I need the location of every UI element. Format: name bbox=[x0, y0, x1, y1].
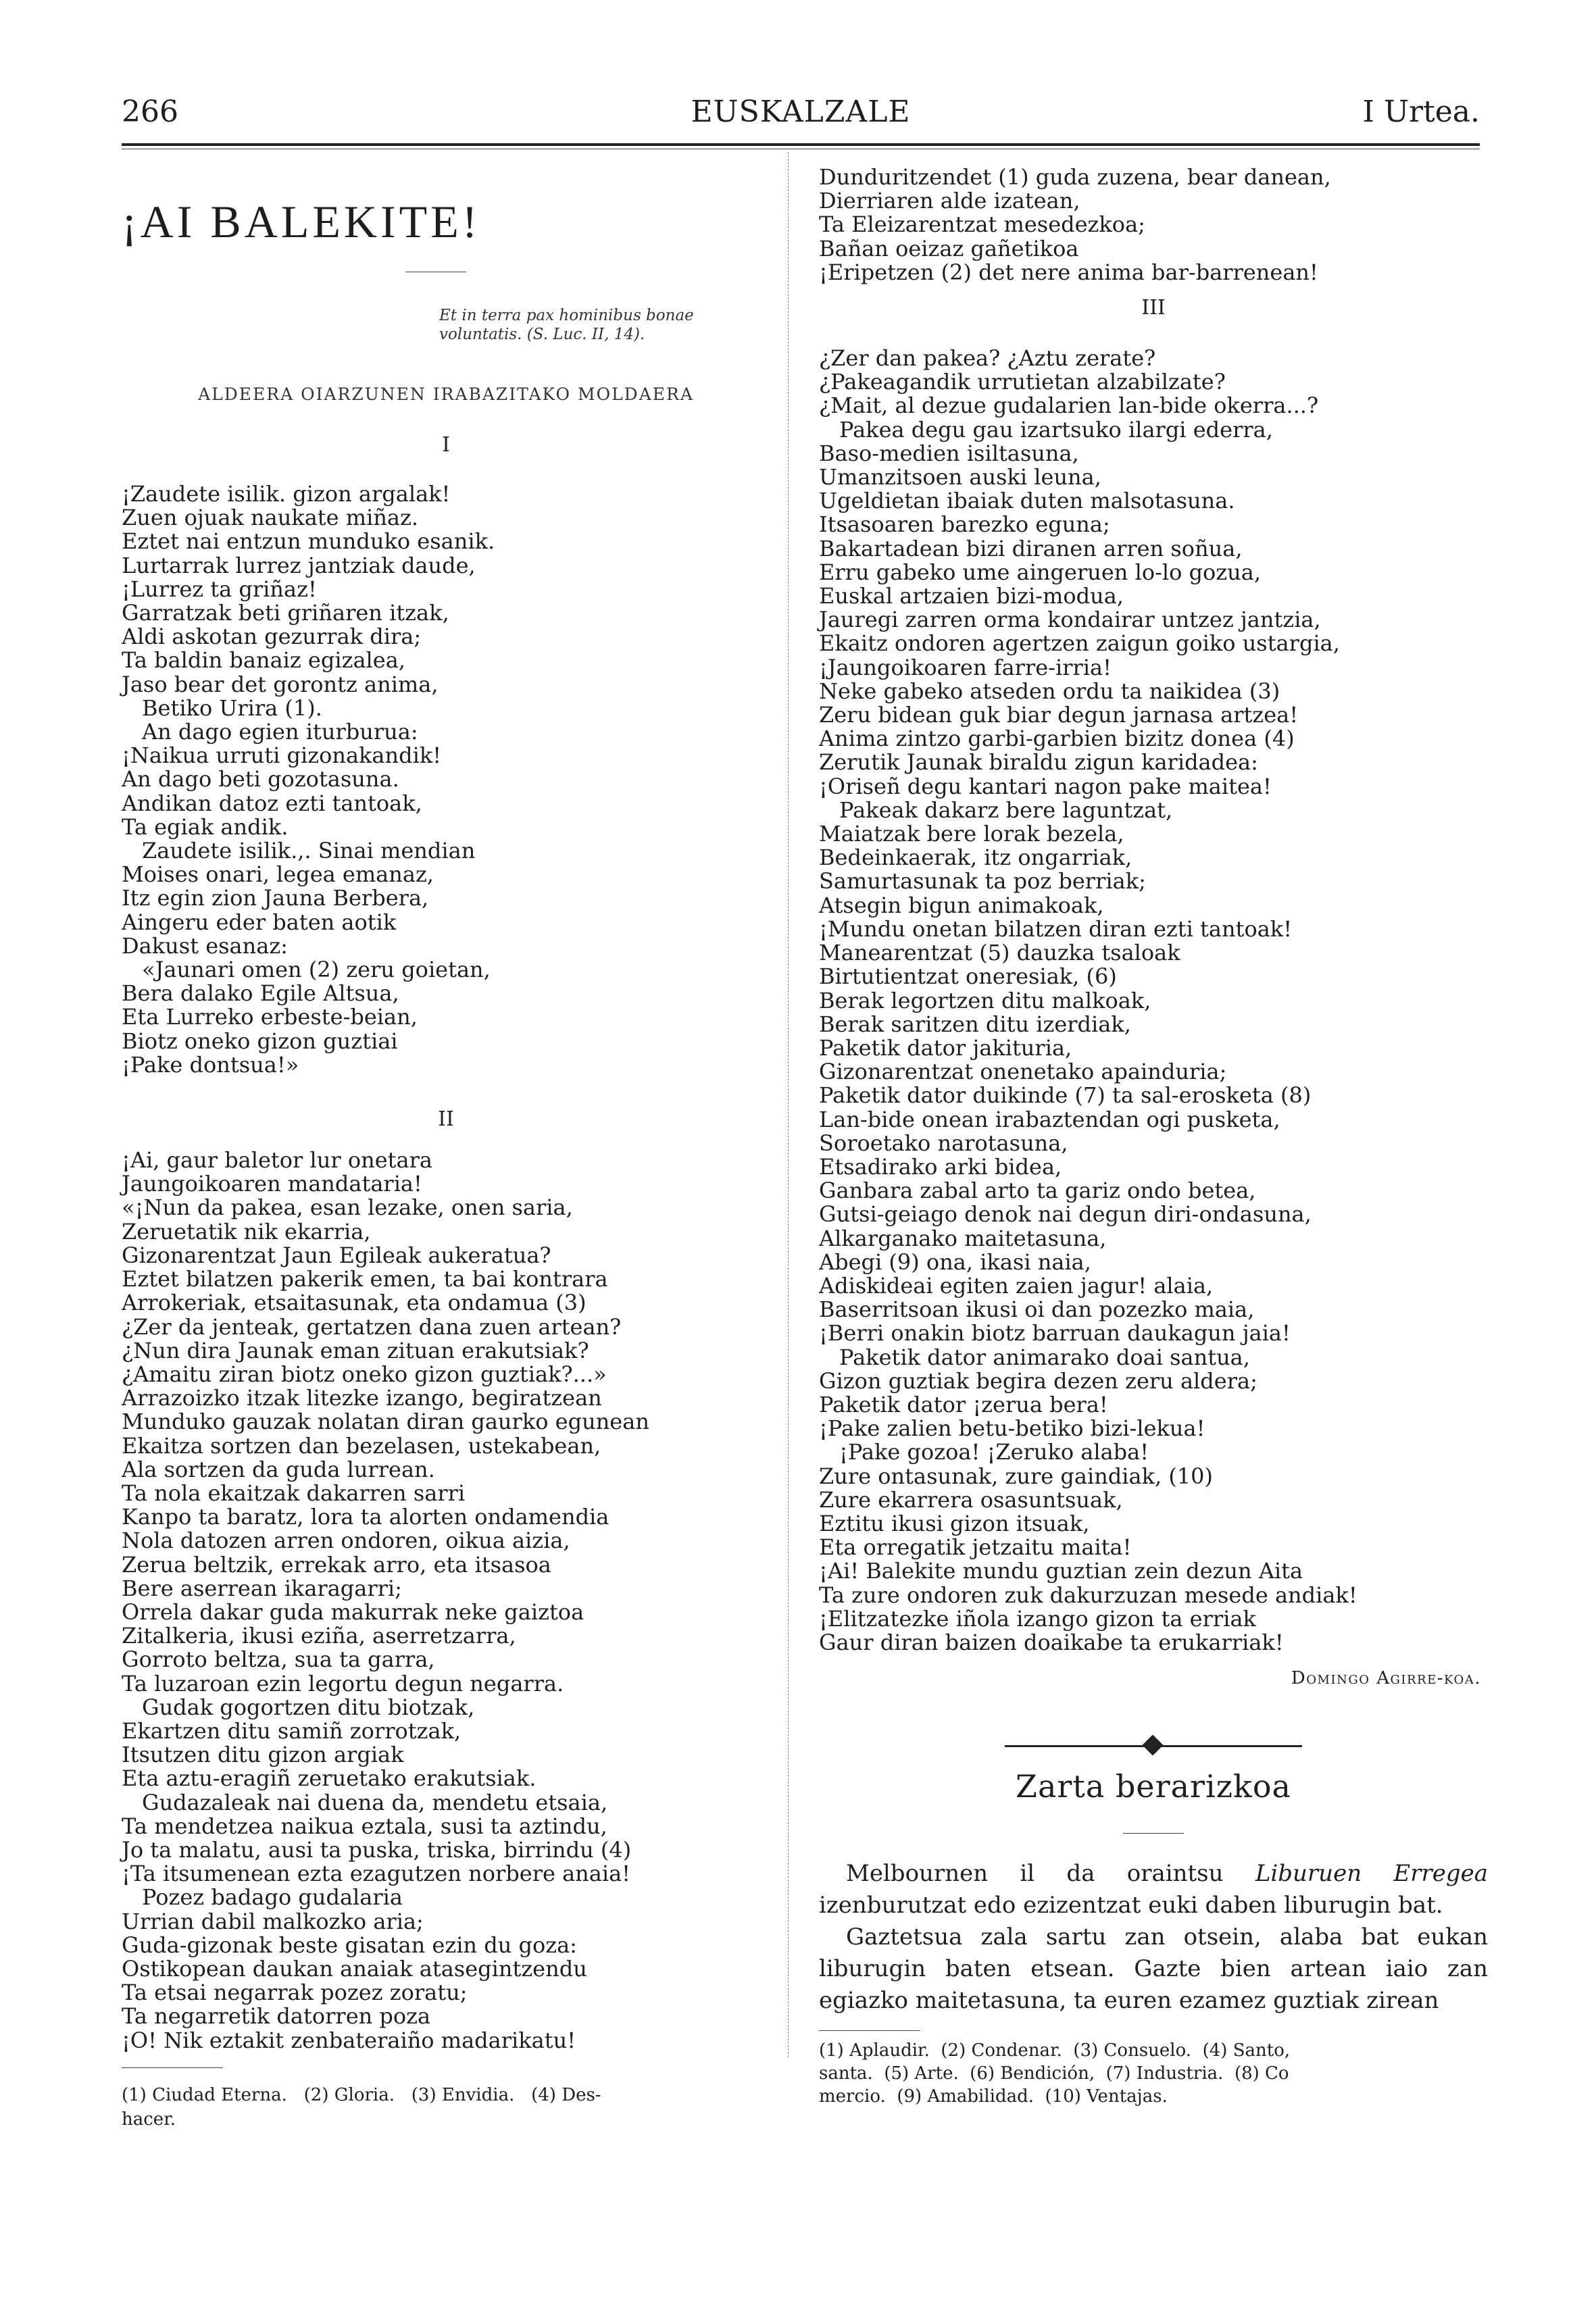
verse-line: Maiatzak bere lorak bezela, bbox=[819, 821, 1124, 847]
footnote-rule-left bbox=[122, 2067, 223, 2068]
verse-line: Soroetako narotasuna, bbox=[819, 1130, 1068, 1156]
verse-line: Ta baldin banaiz egizalea, bbox=[122, 647, 405, 674]
verse-line: «Jaunari omen (2) zeru goietan, bbox=[142, 957, 491, 983]
verse-line: Ekaitza sortzen dan bezelasen, ustekabean, bbox=[122, 1432, 601, 1459]
verse-line: Pakeak dakarz bere laguntzat, bbox=[839, 797, 1173, 823]
verse-line: Zure ontasunak, zure gaindiak, (10) bbox=[819, 1463, 1214, 1489]
article-paragraph: Melbournen il da oraintsu Liburuen Erregea izenburutzat edo ezizentzat euki daben liburugin bat. bbox=[819, 1860, 1488, 1919]
verse-line: Zuen ojuak naukate miñaz. bbox=[122, 505, 419, 531]
verse-line: ¡Ta itsumenean ezta ezagutzen norbere anaia! bbox=[122, 1861, 631, 1887]
footnote-rule-right bbox=[819, 2030, 920, 2031]
verse-line: ¡Mundu onetan bilatzen diran ezti tantoak! bbox=[819, 915, 1293, 942]
verse-line: Bedeinkaerak, itz ongarriak, bbox=[819, 845, 1132, 871]
verse-line: Alkarganako maitetasuna, bbox=[819, 1225, 1107, 1251]
verse-line: Atsegin bigun animakoak, bbox=[819, 892, 1104, 918]
footnote-line: (1) Ciudad Eterna. (2) Gloria. (3) Envidia. (4) Des- bbox=[122, 2084, 601, 2105]
verse-line: Birtutientzat oneresiak, (6) bbox=[819, 963, 1117, 990]
verse-line: ¡Eripetzen (2) det nere anima bar-barrenean! bbox=[819, 259, 1318, 285]
verse-line: Kanpo ta baratz, lora ta alorten ondamendia bbox=[122, 1504, 609, 1530]
verse-line: Eztitu ikusi gizon itsuak, bbox=[819, 1510, 1090, 1536]
verse-line: Lan-bide onean irabaztendan ogi pusketa, bbox=[819, 1106, 1280, 1132]
verse-line: Pozez badago gudalaria bbox=[142, 1884, 403, 1911]
verse-line: Paketik dator animarako doai santua, bbox=[839, 1344, 1250, 1370]
verse-line: An dago egien iturburua: bbox=[142, 719, 418, 745]
author-signature: Domingo Agirre-koa. bbox=[1291, 1668, 1481, 1689]
verse-line: Samurtasunak ta poz berriak; bbox=[819, 868, 1146, 895]
verse-line: Baso-medien isiltasuna, bbox=[819, 440, 1079, 466]
verse-line: Anima zintzo garbi-garbien bizitz donea (4) bbox=[819, 726, 1295, 752]
article-title-rule bbox=[1123, 1833, 1184, 1834]
section-number-i: I bbox=[442, 433, 450, 457]
verse-line: ¡Pake dontsua!» bbox=[122, 1051, 299, 1078]
verse-line: Euskal artzaien bizi-modua, bbox=[819, 583, 1124, 609]
verse-line: ¿Zer dan pakea? ¿Aztu zerate? bbox=[819, 345, 1156, 372]
verse-line: Urrian dabil malkozko aria; bbox=[122, 1908, 424, 1934]
continued-stanza bbox=[819, 166, 1488, 284]
verse-line: Bañan oeizaz gañetikoa bbox=[819, 235, 1079, 261]
footnote-line: hacer. bbox=[122, 2109, 176, 2130]
verse-line: Itsutzen ditu gizon argiak bbox=[122, 1742, 404, 1768]
verse-line: Jauregi zarren orma kondairar untzez jantzia, bbox=[819, 607, 1321, 633]
verse-line: Guda-gizonak beste gisatan ezin du goza: bbox=[122, 1932, 577, 1958]
verse-line: Bakartadean bizi diranen arren soñua, bbox=[819, 535, 1243, 561]
verse-line: Neke gabeko atseden ordu ta naikidea (3) bbox=[819, 678, 1280, 704]
verse-line: Garratzak beti griñaren itzak, bbox=[122, 600, 449, 626]
stanza-section-iii bbox=[819, 347, 1488, 1655]
verse-line: Aldi askotan gezurrak dira; bbox=[122, 624, 422, 650]
verse-line: ¡Jaungoikoaren farre-irria! bbox=[819, 654, 1112, 680]
verse-line: Lurtarrak lurrez jantziak daude, bbox=[122, 552, 476, 578]
verse-line: Ugeldietan ibaiak duten malsotasuna. bbox=[819, 488, 1235, 514]
verse-line: Ala sortzen da guda lurrean. bbox=[122, 1456, 435, 1482]
verse-line: Eztet bilatzen pakerik emen, ta bai kontrara bbox=[122, 1266, 608, 1292]
verse-line: Aingeru eder baten aotik bbox=[122, 909, 397, 935]
verse-line: ¿Mait, al dezue gudalarien lan-bide okerra...? bbox=[819, 393, 1319, 419]
verse-line: Itz egin zion Jauna Berbera, bbox=[122, 885, 429, 911]
verse-line: Ta mendetzea naikua eztala, susi ta aztindu, bbox=[122, 1813, 607, 1839]
verse-line: Ta etsai negarrak pozez zoratu; bbox=[122, 1980, 468, 2006]
stanza-section-i bbox=[122, 482, 770, 1077]
verse-line: Umanzitsoen auski leuna, bbox=[819, 464, 1101, 491]
verse-line: ¡Ai! Balekite mundu guztian zein dezun Aita bbox=[819, 1558, 1303, 1584]
footnote-line: (1) Aplaudir. (2) Condenar. (3) Consuelo. (4) Santo, bbox=[819, 2040, 1291, 2061]
verse-line: ¡Elitzatezke iñola izango gizon ta erriak bbox=[819, 1605, 1256, 1632]
verse-line: Dakust esanaz: bbox=[122, 932, 288, 959]
verse-line: Berak saritzen ditu izerdiak, bbox=[819, 1011, 1131, 1037]
left-column bbox=[122, 169, 770, 2132]
verse-line: Arrokeriak, etsaitasunak, eta ondamua (3) bbox=[122, 1290, 587, 1316]
verse-line: Paketik dator jakituria, bbox=[819, 1034, 1072, 1061]
journal-title: EUSKALZALE bbox=[691, 95, 911, 129]
verse-line: Ta zure ondoren zuk dakurzuzan mesede andiak! bbox=[819, 1582, 1357, 1608]
verse-line: Zeruetatik nik ekarria, bbox=[122, 1218, 371, 1244]
verse-line: Jaso bear det gorontz anima, bbox=[122, 671, 439, 697]
verse-line: Andikan datoz ezti tantoak, bbox=[122, 790, 422, 816]
article-title: Zarta berarizkoa bbox=[1016, 1768, 1291, 1805]
header-rule bbox=[122, 143, 1480, 146]
verse-line: Etsadirako arki bidea, bbox=[819, 1153, 1062, 1180]
verse-line: ¿Amaitu ziran biotz oneko gizon guztiak?...» bbox=[122, 1361, 607, 1387]
section-number-ii: II bbox=[438, 1107, 454, 1132]
footnote-line: mercio. (9) Amabilidad. (10) Ventajas. bbox=[819, 2086, 1168, 2107]
verse-line: Jaungoikoaren mandataria! bbox=[122, 1171, 422, 1197]
verse-line: Gaur diran baizen doaikabe ta erukarriak! bbox=[819, 1629, 1284, 1655]
verse-line: ¿Nun dira Jaunak eman zituan erakutsiak? bbox=[122, 1337, 589, 1363]
verse-line: Gizonarentzat Jaun Egileak aukeratua? bbox=[122, 1242, 551, 1268]
verse-line: Ostikopean daukan anaiak atasegintzendu bbox=[122, 1955, 587, 1982]
epigraph: Et in terra pax hominibus bonae voluntatis. (S. Luc. II, 14). bbox=[439, 307, 694, 343]
footnotes-left bbox=[122, 2083, 770, 2132]
verse-line: Eta orregatik jetzaitu maita! bbox=[819, 1534, 1132, 1561]
verse-line: ¡Oriseñ degu kantari nagon pake maitea! bbox=[819, 773, 1272, 799]
verse-line: Orrela dakar guda makurrak neke gaiztoa bbox=[122, 1599, 584, 1625]
column-divider bbox=[788, 152, 789, 2057]
verse-line: Munduko gauzak nolatan diran gaurko egunean bbox=[122, 1409, 649, 1435]
verse-line: Pakea degu gau izartsuko ilargi ederra, bbox=[839, 416, 1273, 443]
volume-year: I Urtea. bbox=[1362, 95, 1480, 129]
verse-line: ¡Berri onakin biotz barruan daukagun jaia! bbox=[819, 1320, 1291, 1347]
verse-line: Ta negarretik datorren poza bbox=[122, 2003, 431, 2030]
poem-title: ¡AI BALEKITE! bbox=[122, 196, 481, 247]
verse-line: Bera dalako Egile Altsua, bbox=[122, 980, 399, 1007]
verse-line: ¡Lurrez ta griñaz! bbox=[122, 576, 317, 602]
right-column bbox=[819, 166, 1488, 2108]
verse-line: Ekartzen ditu samiñ zorrotzak, bbox=[122, 1717, 462, 1744]
page-header bbox=[122, 95, 1480, 142]
verse-line: Baserritsoan ikusi oi dan pozezko maia, bbox=[819, 1297, 1255, 1323]
verse-line: Erru gabeko ume aingeruen lo-lo gozua, bbox=[819, 559, 1262, 585]
verse-line: Gudazaleak nai duena da, mendetu etsaia, bbox=[142, 1789, 608, 1815]
verse-line: Ganbara zabal arto ta gariz ondo betea, bbox=[819, 1178, 1256, 1204]
verse-line: ¡O! Nik eztakit zenbateraiño madarikatu! bbox=[122, 2027, 576, 2053]
verse-line: Itsasoaren barezko eguna; bbox=[819, 511, 1110, 538]
verse-line: Adiskideai egiten zaien jagur! alaia, bbox=[819, 1272, 1214, 1299]
verse-line: Dunduritzendet (1) guda zuzena, bear danean, bbox=[819, 164, 1331, 190]
verse-line: Gudak gogortzen ditu biotzak, bbox=[142, 1694, 475, 1720]
verse-line: Ta luzaroan ezin legortu degun negarra. bbox=[122, 1670, 564, 1696]
verse-line: ¡Pake gozoa! ¡Zeruko alaba! bbox=[839, 1439, 1149, 1465]
verse-line: Zure ekarrera osasuntsuak, bbox=[819, 1486, 1123, 1513]
verse-line: «¡Nun da pakea, esan lezake, onen saria, bbox=[122, 1194, 573, 1221]
section-ornament bbox=[1005, 1736, 1302, 1756]
verse-line: ¿Pakeagandik urrutietan alzabilzate? bbox=[819, 369, 1226, 395]
verse-line: Gutsi-geiago denok nai degun diri-ondasuna, bbox=[819, 1201, 1312, 1228]
verse-line: Ta egiak andik. bbox=[122, 813, 289, 840]
verse-line: Biotz oneko gizon guztiai bbox=[122, 1028, 398, 1054]
verse-line: Dierriaren alde izatean, bbox=[819, 188, 1080, 214]
article-body bbox=[819, 1858, 1488, 2017]
verse-line: ¡Ai, gaur baletor lur onetara bbox=[122, 1147, 432, 1174]
book-title-italic: Liburuen Erregea bbox=[1255, 1860, 1488, 1888]
verse-line: Zerutik Jaunak biraldu zigun karidadea: bbox=[819, 749, 1258, 776]
verse-line: An dago beti gozotasuna. bbox=[122, 766, 399, 793]
verse-line: Bere aserrean ikaragarri; bbox=[122, 1575, 402, 1601]
verse-line: Berak legortzen ditu malkoak, bbox=[819, 987, 1151, 1013]
verse-line: ¡Pake zalien betu-betiko bizi-lekua! bbox=[819, 1415, 1205, 1442]
verse-line: Zaudete isilik.,. Sinai mendian bbox=[142, 838, 476, 864]
verse-line: Eztet nai entzun munduko esanik. bbox=[122, 528, 495, 555]
verse-line: Moises onari, legea emanaz, bbox=[122, 861, 434, 888]
verse-line: Gorroto beltza, sua ta garra, bbox=[122, 1646, 435, 1673]
verse-line: Eta Lurreko erbeste-beian, bbox=[122, 1004, 418, 1030]
verse-line: Manearentzat (5) dauzka tsaloak bbox=[819, 940, 1180, 966]
verse-line: Paketik dator duikinde (7) ta sal-erosketa (8) bbox=[819, 1082, 1312, 1109]
verse-line: Gizon guztiak begira dezen zeru aldera; bbox=[819, 1367, 1257, 1394]
verse-line: Nola datozen arren ondoren, oikua aizia, bbox=[122, 1528, 570, 1554]
verse-line: Ta nola ekaitzak dakarren sarri bbox=[122, 1480, 466, 1506]
verse-line: Ta Eleizarentzat mesedezkoa; bbox=[819, 211, 1145, 238]
verse-line: Zeru bidean guk biar degun jarnasa artzea! bbox=[819, 702, 1299, 728]
poem-subtitle: ALDEERA OIARZUNEN IRABAZITAKO MOLDAERA bbox=[198, 384, 694, 404]
verse-line: Paketik dator ¡zerua bera! bbox=[819, 1391, 1108, 1417]
verse-line: Ekaitz ondoren agertzen zaigun goiko ustargia, bbox=[819, 630, 1340, 657]
verse-line: Zitalkeria, ikusi eziña, aserretzarra, bbox=[122, 1623, 516, 1649]
verse-line: Zerua beltzik, errekak arro, eta itsasoa bbox=[122, 1551, 551, 1578]
footnotes-right bbox=[819, 2039, 1488, 2108]
page-number: 266 bbox=[122, 95, 178, 129]
verse-line: ¡Naikua urruti gizonakandik! bbox=[122, 743, 442, 769]
verse-line: ¿Zer da jenteak, gertatzen dana zuen artean? bbox=[122, 1313, 622, 1340]
verse-line: Abegi (9) ona, ikasi naia, bbox=[819, 1249, 1091, 1275]
stanza-section-ii bbox=[122, 1149, 770, 2053]
verse-line: ¡Zaudete isilik. gizon argalak! bbox=[122, 481, 451, 507]
verse-line: Arrazoizko itzak litezke izango, begiratzean bbox=[122, 1385, 602, 1411]
article-paragraph: Gaztetsua zala sartu zan otsein, alaba bat eukan liburugin baten etsean. Gazte bien artean iaio zan egiazko maitetasuna, ta euren ezamez guztiak zirean bbox=[819, 1923, 1488, 2015]
verse-line: Gizonarentzat onenetako apainduria; bbox=[819, 1059, 1227, 1085]
footnote-line: santa. (5) Arte. (6) Bendición, (7) Industria. (8) Co bbox=[819, 2063, 1289, 2084]
verse-line: Eta aztu-eragiñ zeruetako erakutsiak. bbox=[122, 1765, 537, 1792]
section-number-iii: III bbox=[1141, 296, 1166, 320]
verse-line: Jo ta malatu, ausi ta puska, triska, birrindu (4) bbox=[122, 1836, 632, 1863]
verse-line: Betiko Urira (1). bbox=[142, 695, 322, 721]
